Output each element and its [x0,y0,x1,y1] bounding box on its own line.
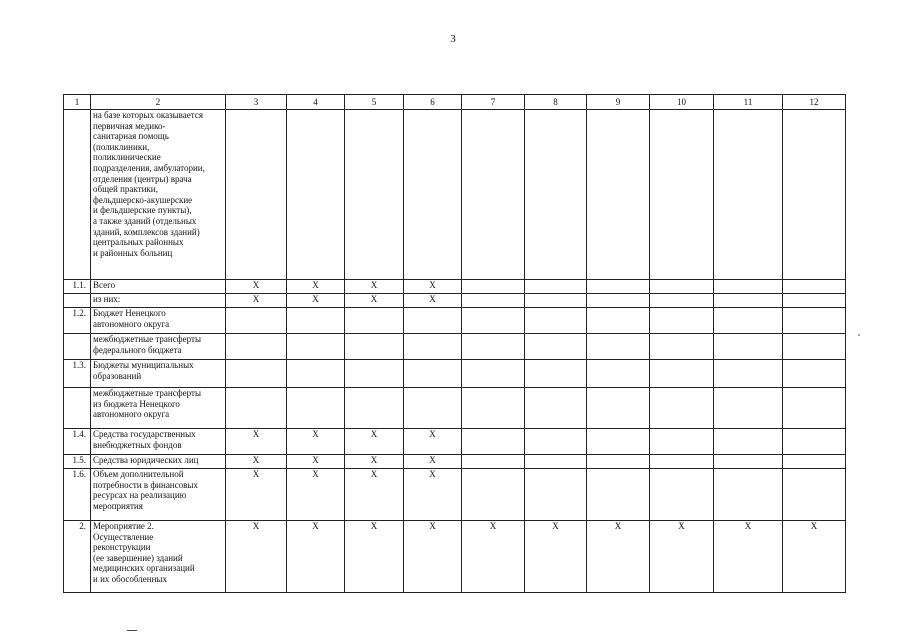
column-header: 7 [462,95,525,110]
cell-mark [783,308,846,334]
column-header: 6 [404,95,462,110]
cell-mark [714,110,783,280]
cell-mark [587,294,650,308]
cell-mark [462,110,525,280]
cell-mark: X [714,521,783,593]
cell-mark [650,429,714,455]
column-header: 5 [345,95,404,110]
table-row [64,294,846,308]
cell-mark [404,388,462,429]
table-row [64,360,846,388]
cell-mark [714,308,783,334]
cell-mark [462,280,525,294]
cell-mark: X [226,294,287,308]
cell-mark [783,455,846,469]
cell-mark [714,360,783,388]
table-row [64,308,846,334]
table-row [64,280,846,294]
cell-mark [650,388,714,429]
cell-mark [404,110,462,280]
row-label: Всего [91,280,226,294]
column-header: 1 [64,95,91,110]
column-header: 12 [783,95,846,110]
cell-mark: X [345,521,404,593]
cell-mark: X [226,469,287,521]
scan-mark [127,630,137,631]
cell-mark [462,429,525,455]
cell-mark [587,308,650,334]
cell-mark [525,388,587,429]
column-header: 11 [714,95,783,110]
cell-mark: X [345,294,404,308]
cell-mark: X [650,521,714,593]
cell-mark [783,294,846,308]
table-row [64,429,846,455]
cell-mark [587,455,650,469]
cell-mark: X [287,294,345,308]
row-label: Бюджет Ненецкого автономного округа [91,308,226,334]
cell-mark [287,334,345,360]
cell-mark [650,334,714,360]
cell-mark [650,455,714,469]
cell-mark [783,280,846,294]
cell-mark: X [287,455,345,469]
cell-mark [650,294,714,308]
cell-mark: X [345,455,404,469]
cell-mark: X [404,294,462,308]
cell-mark [587,280,650,294]
cell-mark [345,110,404,280]
cell-mark [525,334,587,360]
cell-mark [650,308,714,334]
table-row [64,334,846,360]
cell-mark [345,360,404,388]
cell-mark [345,308,404,334]
cell-mark: X [525,521,587,593]
cell-mark: X [404,521,462,593]
cell-mark [287,388,345,429]
cell-mark: X [226,429,287,455]
cell-mark [587,360,650,388]
row-number: 1.4. [64,429,91,455]
cell-mark: X [345,429,404,455]
cell-mark: X [226,455,287,469]
cell-mark: X [404,280,462,294]
cell-mark: X [404,429,462,455]
row-number [64,334,91,360]
cell-mark [714,334,783,360]
cell-mark: X [587,521,650,593]
cell-mark: X [287,280,345,294]
cell-mark [462,294,525,308]
cell-mark [714,294,783,308]
column-header: 4 [287,95,345,110]
cell-mark [714,455,783,469]
cell-mark [587,469,650,521]
cell-mark [525,469,587,521]
cell-mark [462,308,525,334]
cell-mark [462,334,525,360]
cell-mark [525,294,587,308]
cell-mark [226,360,287,388]
cell-mark [650,280,714,294]
row-label: Объем дополнительной потребности в финансовых ресурсах на реализацию мероприятия [91,469,226,521]
row-number: 1.1. [64,280,91,294]
row-label: Средства государственных внебюджетных фондов [91,429,226,455]
row-number: 1.5. [64,455,91,469]
row-label: из них: [91,294,226,308]
cell-mark [714,388,783,429]
column-header: 9 [587,95,650,110]
table-row [64,455,846,469]
cell-mark [226,110,287,280]
row-label: межбюджетные трансферты из бюджета Ненецкого автономного округа [91,388,226,429]
cell-mark [783,360,846,388]
cell-mark [783,429,846,455]
page-number: 3 [450,33,456,45]
cell-mark [462,455,525,469]
cell-mark [345,334,404,360]
cell-mark: X [287,469,345,521]
cell-mark [287,110,345,280]
cell-mark [525,110,587,280]
cell-mark [525,455,587,469]
column-header: 8 [525,95,587,110]
row-label: Средства юридических лиц [91,455,226,469]
cell-mark [525,360,587,388]
cell-mark [587,388,650,429]
scan-speck [858,334,860,336]
financing-table [63,94,846,593]
row-number: 2. [64,521,91,593]
cell-mark [287,360,345,388]
cell-mark: X [226,280,287,294]
column-header: 2 [91,95,226,110]
row-number [64,110,91,280]
row-number [64,294,91,308]
cell-mark: X [345,469,404,521]
cell-mark [226,308,287,334]
cell-mark: X [345,280,404,294]
table-row [64,110,846,280]
cell-mark: X [783,521,846,593]
cell-mark [404,334,462,360]
cell-mark [650,469,714,521]
row-label: на базе которых оказывается первичная медико- санитарная помощь (поликлиники, поликлинические подразделения, амбулатории, отделения (центры) врача общей практики, фельдшерско-акушерские и фельдшерские пункты), а также зданий (отдельных зданий, комплексов зданий) центральных районных и районных больниц [91,110,226,280]
table-body [64,95,846,593]
column-header: 3 [226,95,287,110]
cell-mark: X [404,469,462,521]
cell-mark [783,110,846,280]
column-header: 10 [650,95,714,110]
row-number: 1.3. [64,360,91,388]
cell-mark [525,429,587,455]
cell-mark [587,429,650,455]
cell-mark [525,280,587,294]
cell-mark [650,360,714,388]
table-row [64,388,846,429]
cell-mark: X [462,521,525,593]
cell-mark [404,360,462,388]
cell-mark: X [287,521,345,593]
cell-mark [587,110,650,280]
cell-mark [587,334,650,360]
row-number: 1.2. [64,308,91,334]
cell-mark [226,388,287,429]
row-number: 1.6. [64,469,91,521]
cell-mark [404,308,462,334]
row-label: межбюджетные трансферты федерального бюджета [91,334,226,360]
cell-mark [714,280,783,294]
cell-mark: X [404,455,462,469]
cell-mark [462,469,525,521]
cell-mark [525,308,587,334]
cell-mark: X [226,521,287,593]
row-label: Мероприятие 2. Осуществление реконструкции (ее завершение) зданий медицинских организаций и их обособленных [91,521,226,593]
row-number [64,388,91,429]
cell-mark [462,388,525,429]
table-row [64,469,846,521]
cell-mark [226,334,287,360]
cell-mark [783,334,846,360]
cell-mark [783,388,846,429]
cell-mark [714,469,783,521]
header-row [64,95,846,110]
table-row [64,521,846,593]
cell-mark [345,388,404,429]
cell-mark [714,429,783,455]
cell-mark [783,469,846,521]
cell-mark [287,308,345,334]
row-label: Бюджеты муниципальных образований [91,360,226,388]
cell-mark: X [287,429,345,455]
cell-mark [462,360,525,388]
cell-mark [650,110,714,280]
